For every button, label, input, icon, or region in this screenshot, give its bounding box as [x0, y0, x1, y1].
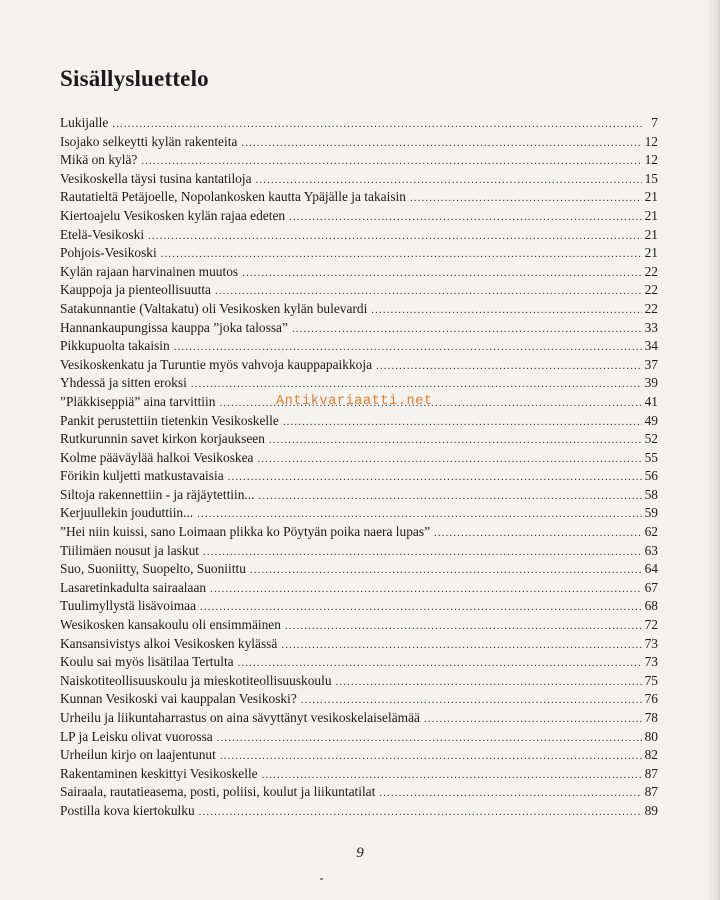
toc-entry-title: Förikin kuljetti matkustavaisia — [60, 468, 224, 484]
toc-entry — [60, 616, 658, 635]
toc-entry-title: ”Hei niin kuissi, sano Loimaan plikka ko Pöytyän poika naera lupas” — [60, 524, 431, 540]
dot-leader — [258, 487, 641, 505]
toc-entry-page: 63 — [644, 542, 658, 558]
toc-entry-title: Rutkurunnin savet kirkon korjaukseen — [60, 431, 265, 447]
watermark: Antikvariaatti.net — [276, 394, 433, 409]
toc-entry — [60, 467, 658, 486]
toc-entry-page: 64 — [644, 561, 658, 577]
dot-leader — [174, 338, 642, 356]
toc-entry-page: 87 — [644, 784, 658, 800]
toc-entry — [60, 597, 658, 616]
toc-entry-title: Rakentaminen keskittyi Vesikoskelle — [60, 765, 258, 781]
toc-entry — [60, 133, 658, 152]
toc-entry-title: Yhdessä ja sitten eroksi — [60, 375, 187, 391]
dot-leader — [285, 617, 642, 635]
toc-entry-page: 39 — [644, 375, 658, 391]
toc-entry-title: Pikkupuolta takaisin — [60, 338, 170, 354]
toc-entry-page: 21 — [644, 245, 658, 261]
toc-entry — [60, 207, 658, 226]
dot-leader — [161, 245, 642, 263]
dot-leader — [424, 710, 642, 728]
toc-entry — [60, 765, 658, 784]
toc-entry — [60, 430, 658, 449]
toc-entry-title: Kylän rajaan harvinainen muutos — [60, 263, 239, 279]
toc-entry-page: 76 — [644, 691, 658, 707]
dot-leader — [112, 115, 643, 133]
dot-leader — [379, 784, 641, 802]
toc-entry-page: 7 — [651, 115, 658, 130]
toc-entry-title: Hannankaupungissa kauppa ”joka talossa” — [60, 319, 288, 335]
toc-entry — [60, 672, 658, 691]
toc-entry — [60, 523, 658, 542]
toc-entry-page: 49 — [644, 412, 658, 428]
toc-entry — [60, 504, 658, 523]
dot-leader — [203, 543, 642, 561]
toc-entry — [60, 151, 658, 170]
dot-leader — [289, 208, 642, 226]
toc-entry-title: LP ja Leisku olivat vuorossa — [60, 728, 213, 744]
toc-entry-page: 22 — [644, 300, 658, 316]
dot-leader — [410, 189, 642, 207]
dot-leader — [220, 747, 642, 765]
toc-entry — [60, 560, 658, 579]
dot-leader — [257, 450, 641, 468]
toc-entry-title: Vesikoskenkatu ja Turuntie myös vahvoja kauppapaikkoja — [60, 356, 373, 372]
toc-entry — [60, 281, 658, 300]
dot-leader — [141, 152, 641, 170]
toc-entry — [60, 728, 658, 747]
toc-entry-title: Koulu sai myös lisätilaa Tertulta — [60, 654, 234, 670]
toc-entry-page: 72 — [644, 617, 658, 633]
toc-entry — [60, 653, 658, 672]
toc-entry-page: 12 — [644, 152, 658, 168]
toc-entry — [60, 356, 658, 375]
toc-entry-title: Sairaala, rautatieasema, posti, poliisi, koulut ja liikuntatilat — [60, 784, 376, 800]
toc-entry — [60, 244, 658, 263]
toc-entry-page: 73 — [644, 654, 658, 670]
toc-entry — [60, 542, 658, 561]
toc-entry-title: Isojako selkeytti kylän rakenteita — [60, 133, 238, 149]
toc-entry-title: Kunnan Vesikoski vai kauppalan Vesikoski? — [60, 691, 297, 707]
toc-entry — [60, 690, 658, 709]
toc-entry-page: 21 — [644, 207, 658, 223]
toc-entry — [60, 226, 658, 245]
dot-leader — [250, 561, 642, 579]
dot-leader — [197, 505, 641, 523]
toc-entry-page: 59 — [644, 505, 658, 521]
page-edge-shadow — [706, 0, 720, 900]
toc-entry-title: Pohjois-Vesikoski — [60, 245, 157, 261]
toc-entry — [60, 412, 658, 431]
toc-entry-page: 41 — [644, 393, 658, 409]
toc-entry-page: 37 — [644, 356, 658, 372]
toc-entry-title: Kiertoajelu Vesikosken kylän rajaa edeten — [60, 207, 286, 223]
toc-entry — [60, 709, 658, 728]
toc-entry-page: 87 — [644, 765, 658, 781]
toc-entry — [60, 449, 658, 468]
toc-entry-title: Urheilun kirjo on laajentunut — [60, 747, 216, 763]
toc-entry-title: Suo, Suoniitty, Suopelto, Suoniittu — [60, 561, 246, 577]
toc-entry-title: Wesikosken kansakoulu oli ensimmäinen — [60, 617, 281, 633]
toc-entry — [60, 319, 658, 338]
toc-entry — [60, 337, 658, 356]
toc-entry-title: Pankit perustettiin tietenkin Vesikoskelle — [60, 412, 279, 428]
toc-entry — [60, 263, 658, 282]
toc-entry-page: 22 — [644, 263, 658, 279]
toc-entry-page: 12 — [644, 133, 658, 149]
dot-leader — [199, 803, 642, 821]
toc-entry-page: 15 — [644, 170, 658, 186]
toc-entry — [60, 300, 658, 319]
toc-entry-page: 68 — [644, 598, 658, 614]
dot-leader — [376, 357, 642, 375]
toc-entry-title: Lukijalle — [60, 115, 109, 130]
toc-entry-title: Rautatieltä Petäjoelle, Nopolankosken kautta Ypäjälle ja takaisin — [60, 189, 406, 205]
toc-entry — [60, 486, 658, 505]
toc-entry-title: Satakunnantie (Valtakatu) oli Vesikosken kylän bulevardi — [60, 300, 368, 316]
dot-leader — [262, 766, 642, 784]
toc-entry-page: 75 — [644, 672, 658, 688]
dot-leader — [210, 580, 642, 598]
toc-entry-page: 82 — [644, 747, 658, 763]
toc-entry-page: 67 — [644, 579, 658, 595]
toc-entry-title: Mikä on kylä? — [60, 152, 138, 168]
dot-leader — [269, 431, 642, 449]
dot-leader — [281, 636, 641, 654]
dot-leader — [256, 171, 642, 189]
paper-speck — [320, 878, 323, 880]
dot-leader — [242, 264, 641, 282]
toc-entry-page: 22 — [644, 282, 658, 298]
toc-entry — [60, 635, 658, 654]
dot-leader — [217, 729, 642, 747]
dot-leader — [148, 227, 642, 245]
page-title: Sisällysluettelo — [60, 66, 209, 91]
toc-entry-title: Tiilimäen nousut ja laskut — [60, 542, 199, 558]
toc-entry-title: Kauppoja ja pienteollisuutta — [60, 282, 211, 298]
dot-leader — [215, 282, 642, 300]
toc-entry-page: 62 — [644, 524, 658, 540]
dot-leader — [241, 134, 641, 152]
toc-entry — [60, 170, 658, 189]
page-number: 9 — [356, 845, 364, 861]
toc-entry-page: 80 — [644, 728, 658, 744]
toc-entry-page: 78 — [644, 710, 658, 725]
toc-entry-title: Kolme pääväylää halkoi Vesikoskea — [60, 449, 254, 465]
dot-leader — [191, 375, 642, 393]
toc-entry-title: Lasaretinkadulta sairaalaan — [60, 579, 207, 595]
toc-entry-page: 58 — [644, 486, 658, 502]
dot-leader — [336, 673, 642, 691]
toc-entry-page: 55 — [644, 449, 658, 465]
toc-entry — [60, 188, 658, 207]
toc-entry-page: 52 — [644, 431, 658, 447]
dot-leader — [301, 691, 642, 709]
dot-leader — [292, 320, 642, 338]
toc-entry-title: Vesikoskella täysi tusina kantatiloja — [60, 170, 252, 186]
dot-leader — [283, 413, 642, 431]
dot-leader — [371, 301, 641, 319]
toc-entry-page: 73 — [644, 635, 658, 651]
toc-entry-title: ”Pläkkiseppiä” aina tarvittiin — [60, 393, 216, 409]
toc-entry-title: Postilla kova kiertokulku — [60, 802, 195, 818]
toc-entry-page: 21 — [644, 189, 658, 205]
toc-entry-title: Urheilu ja liikuntaharrastus on aina sävyttänyt vesikoskelaiselämää — [60, 710, 420, 725]
toc-entry-title: Tuulimyllystä lisävoimaa — [60, 598, 197, 614]
toc-entry-page: 34 — [644, 338, 658, 354]
toc-entry-page: 56 — [644, 468, 658, 484]
toc-entry-title: Naiskotiteollisuuskoulu ja mieskotiteollisuuskoulu — [60, 672, 332, 688]
table-of-contents — [60, 114, 658, 821]
toc-entry — [60, 783, 658, 802]
toc-entry-page: 21 — [644, 226, 658, 242]
toc-entry-title: Kerjuullekin jouduttiin... — [60, 505, 194, 521]
toc-entry-page: 89 — [644, 802, 658, 818]
toc-entry-title: Kansansivistys alkoi Vesikosken kylässä — [60, 635, 278, 651]
dot-leader — [200, 598, 642, 616]
toc-entry-title: Etelä-Vesikoski — [60, 226, 145, 242]
toc-entry — [60, 802, 658, 821]
dot-leader — [434, 524, 642, 542]
toc-entry — [60, 579, 658, 598]
toc-entry-title: Siltoja rakennettiin - ja räjäytettiin... — [60, 486, 255, 502]
toc-entry-page: 33 — [644, 319, 658, 335]
dot-leader — [228, 468, 642, 486]
toc-entry — [60, 746, 658, 765]
toc-entry — [60, 374, 658, 393]
toc-entry — [60, 114, 658, 133]
dot-leader — [238, 654, 642, 672]
